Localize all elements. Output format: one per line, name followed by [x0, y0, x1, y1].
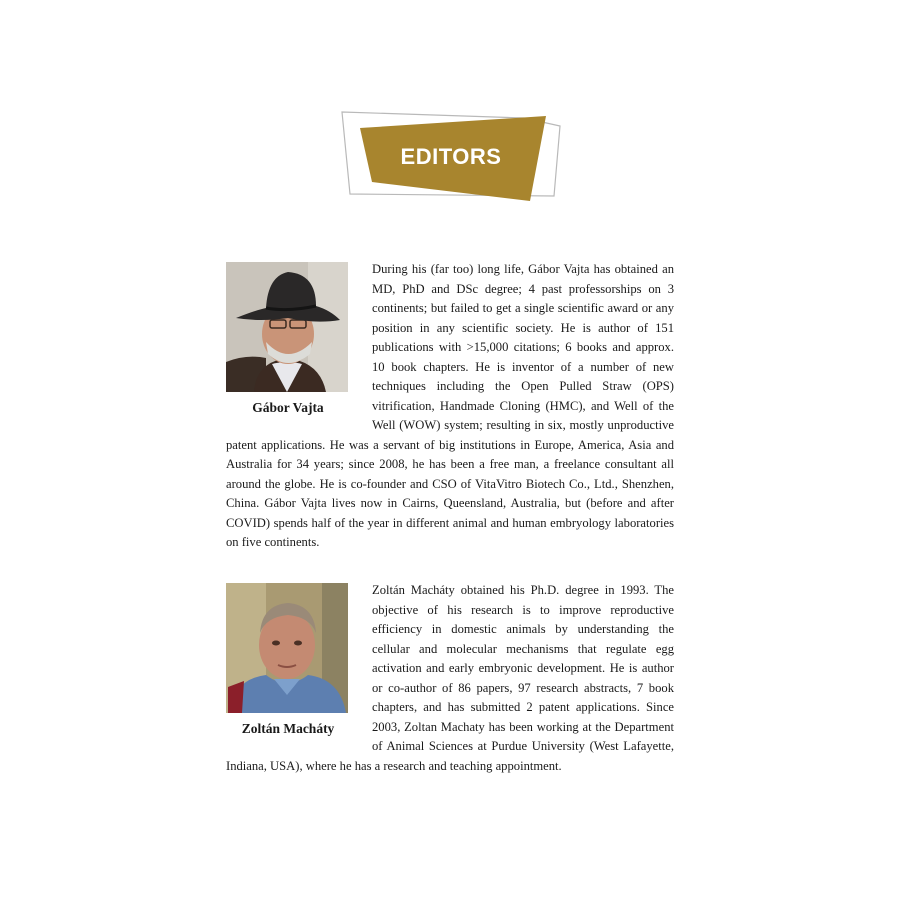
editor-name-machaty: Zoltán Macháty	[241, 721, 335, 736]
page-title: EDITORS	[400, 144, 502, 169]
editor-portrait-block	[226, 262, 350, 417]
editor-bio-machaty	[226, 581, 674, 776]
portrait-photo-vajta	[226, 262, 348, 392]
editors-header-badge	[338, 110, 564, 204]
editor-bio-text-vajta: During his (far too) long life, Gábor Vajta has obtained an MD, PhD and DSc degree; 4 past professorships on 3 continents; but failed to get a single scientific award or any position in any scientific society. He is author of 151 publications with >15,000 citations; 6 books and approx. 10 book chapters. He is inventor of a number of new techniques including the Open Pulled Straw (OPS) vitrification, Handmade Cloning (HMC), and Well of the Well (WOW) system; resulting in six, mostly unproductive patent applications. He was a servant of big institutions in Europe, America, Asia and Australia for 34 years; since 2008, he has been a free man, a freelance consultant all around the globe. He is co-founder and CSO of VitaVitro Biotech Co., Ltd., Shenzhen, China. Gábor Vajta lives now in Cairns, Queensland, Australia, but (before and after COVID) spends half of the year in different animal and human embryology laboratories on five continents.	[226, 262, 674, 549]
editor-name-vajta: Gábor Vajta	[252, 400, 324, 415]
editor-bio-text-machaty: Zoltán Macháty obtained his Ph.D. degree in 1993. The objective of his research is to improve reproductive efficiency in domestic animals by understanding the cellular and molecular mechanisms that regulate egg activation and early embryonic development. He is author or co-author of 86 papers, 97 research abstracts, 7 book chapters, and has submitted 2 patent applications. Since 2003, Zoltan Machaty has been working at the Department of Animal Sciences at Purdue University (West Lafayette, Indiana, USA), where he has a research and teaching appointment.	[226, 583, 674, 773]
editor-bio-vajta	[226, 260, 674, 553]
editor-portrait-block	[226, 583, 350, 738]
portrait-photo-machaty	[226, 583, 348, 713]
